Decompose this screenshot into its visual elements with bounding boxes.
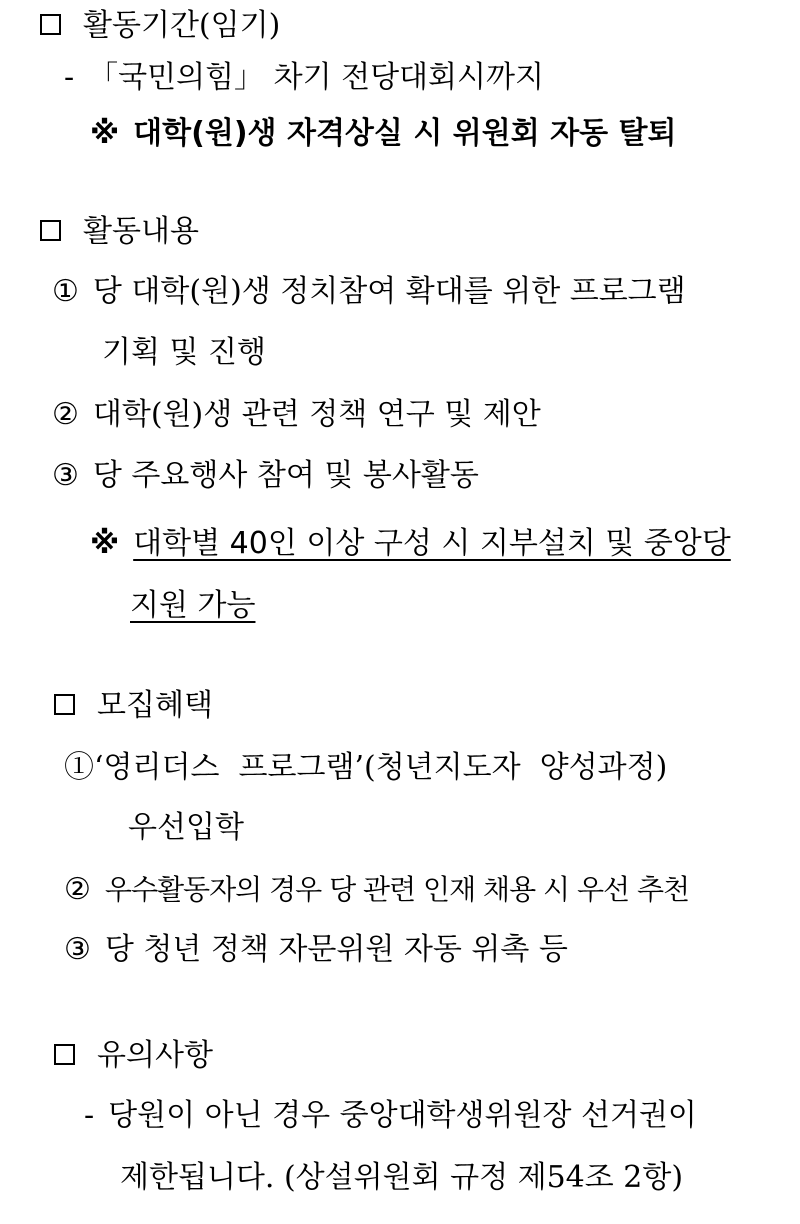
notes-line-2: 제한됩니다. (상설위원회 규정 제54조 2항) [120,1160,684,1195]
period-line: - 「국민의힘」 차기 전당대회시까지 [64,60,544,95]
activities-note: ※ 대학별 40인 이상 구성 시 지부설치 및 중앙당 [90,526,731,561]
benefits-item-1-cont: 우선입학 [128,810,244,845]
section-heading-notes: 유의사항 [54,1036,213,1076]
checkbox-square-icon [40,220,61,241]
activities-item-3: ③ 당 주요행사 참여 및 봉사활동 [52,458,479,493]
activities-item-1-cont: 기획 및 진행 [102,335,266,370]
checkbox-square-icon [54,694,75,715]
section-heading-benefits: 모집혜택 [54,686,213,726]
checkbox-square-icon [54,1044,75,1065]
checkbox-square-icon [40,14,61,35]
activities-note-cont: 지원 가능 [130,588,256,623]
notes-line-1: - 당원이 아닌 경우 중앙대학생위원장 선거권이 [84,1098,697,1133]
activities-item-2: ② 대학(원)생 관련 정책 연구 및 제안 [52,397,541,432]
benefits-item-1: ①‘영리더스 프로그램’(청년지도자 양성과정) [64,750,668,785]
section-heading-period: 활동기간(임기) [40,6,280,46]
activities-item-1: ① 당 대학(원)생 정치참여 확대를 위한 프로그램 [52,274,686,309]
section-heading-activities: 활동내용 [40,212,199,252]
benefits-item-2: ② 우수활동자의 경우 당 관련 인재 채용 시 우선 추천 [64,872,690,907]
period-note: ※ 대학(원)생 자격상실 시 위원회 자동 탈퇴 [90,116,677,151]
benefits-item-3: ③ 당 청년 정책 자문위원 자동 위촉 등 [64,932,568,967]
